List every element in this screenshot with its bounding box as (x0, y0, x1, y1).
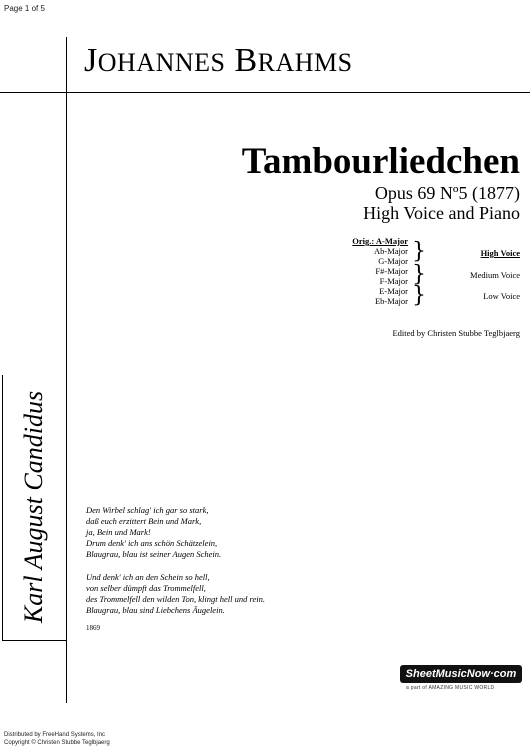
editor-credit: Edited by Christen Stubbe Teglbjaerg (392, 328, 520, 338)
voice-label-high: High Voice (480, 248, 520, 258)
copyright-notice: Copyright © Christen Stubbe Teglbjaerg (4, 740, 110, 746)
composer-name: JOHANNES BRAHMS (84, 42, 353, 79)
song-title: Tambourliedchen (241, 141, 520, 182)
lyricist-box (4, 376, 64, 638)
vertical-rule (66, 37, 67, 703)
brace-icon: } (412, 262, 426, 287)
original-key: Orig.: A-Major (352, 236, 408, 246)
brace-icon: } (412, 283, 426, 308)
brace-icon: } (412, 239, 426, 264)
publisher-logo[interactable] (400, 665, 522, 693)
opus-number: Opus 69 Nº5 (1877) (374, 183, 520, 203)
poem-stanza-2: Und denk' ich an den Schein so hell, von selber dümpft das Trommelfell, des Trommelfell den wilden Ton, klingt hell und rein. Blaugrau, blau sind Liebchens Äugelein. (86, 572, 265, 615)
voice-label-medium: Medium Voice (470, 270, 520, 280)
key-list-low: E-Major Eb-Major (374, 286, 408, 306)
logo-tagline: a part of AMAZING MUSIC WORLD (406, 685, 495, 691)
lyricist-box-bottom-rule (2, 640, 67, 641)
poem-year: 1869 (86, 624, 100, 632)
voicing: High Voice and Piano (363, 203, 520, 223)
poem-stanza-1: Den Wirbel schlag' ich gar so stark, daß euch erzittert Bein und Mark, ja, Bein und Mark! Drum denk' ich ans schön Schätzelein, Blaugrau, blau ist seiner Augen Schein. (86, 505, 222, 559)
lyricist-name: Karl August Candidus (19, 390, 48, 624)
distribution-notice: Distributed by FreeHand Systems, Inc (4, 732, 106, 738)
logo-wordmark: SheetMusicNow·com (400, 665, 522, 683)
lyricist-box-left-rule (2, 375, 3, 640)
key-list-medium: F#-Major F-Major (375, 266, 408, 286)
key-list-high: Ab-Major G-Major (374, 246, 408, 266)
page-indicator: Page 1 of 5 (4, 4, 45, 13)
voice-label-low: Low Voice (483, 291, 520, 301)
horizontal-rule (0, 92, 530, 93)
